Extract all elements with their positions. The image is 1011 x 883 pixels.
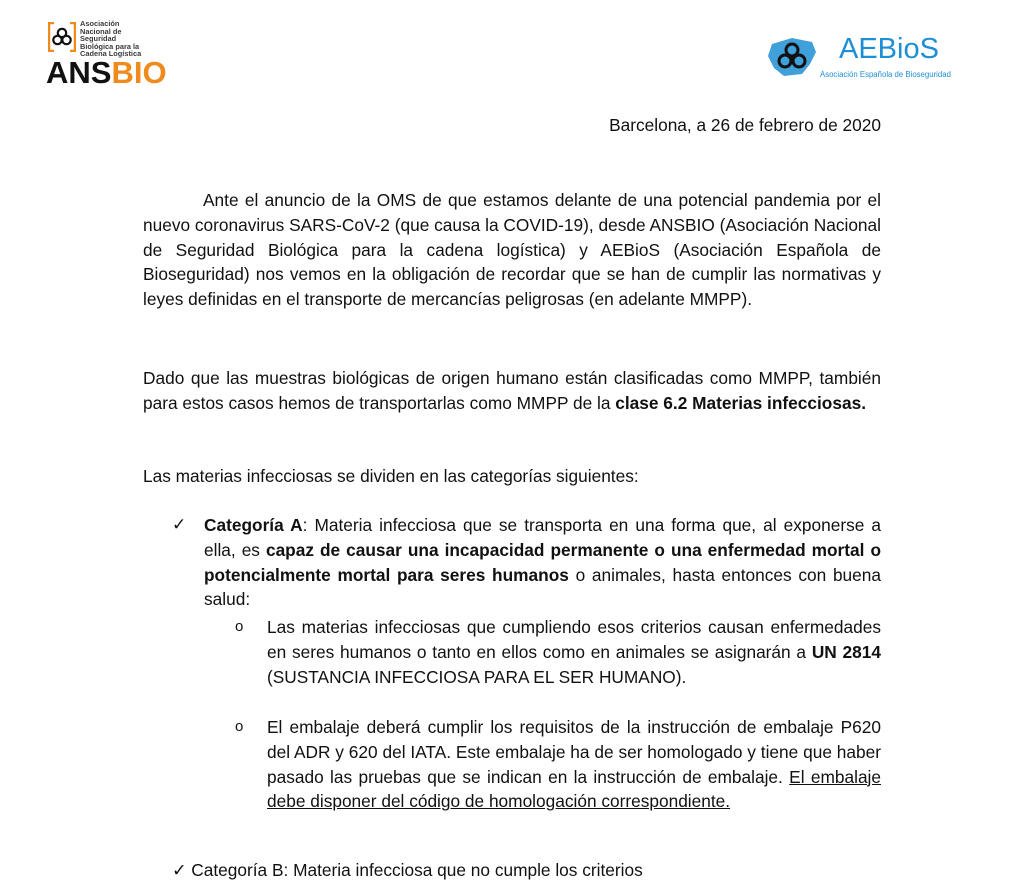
letter-date: Barcelona, a 26 de febrero de 2020 xyxy=(609,115,881,135)
category-b-item-partial: ✓ Categoría B: Materia infecciosa que no cumple los criterios xyxy=(172,860,643,880)
aebios-subtitle: Asociación Española de Bioseguridad xyxy=(820,70,951,79)
ansbio-association-name: Asociación Nacional de Seguridad Biológica para la Cadena Logística xyxy=(80,19,142,59)
aebios-wordmark: AEBioS xyxy=(839,33,939,65)
classification-paragraph: Dado que las muestras biológicas de origen humano están clasificadas como MMPP, también para estos casos hemos de transportarlas como MMPP de la clase 6.2 Materias infecciosas. xyxy=(143,368,881,413)
circle-bullet-icon: o xyxy=(235,718,244,735)
subitem-packaging: El embalaje deberá cumplir los requisitos de la instrucción de embalaje P620 del ADR y 620 del IATA. Este embalaje ha de ser homologado y tiene que haber pasado las pruebas que se indican en la instrucción de embalaje. El embalaje debe disponer del código de homologación correspondiente. xyxy=(267,717,881,812)
ansbio-wordmark: ANSBIO xyxy=(46,55,167,90)
intro-paragraph: Ante el anuncio de la OMS de que estamos delante de una potencial pandemia por el nuevo coronavirus SARS-CoV-2 (que causa la COVID-19), desde ANSBIO (Asociación Nacional de Seguridad Biológica para la cadena logística) y AEBioS (Asociación Española de Bioseguridad) nos vemos en la obligación de recordar que se han de cumplir las normativas y leyes definidas en el transporte de mercancías peligrosas (en adelante MMPP). xyxy=(143,190,881,310)
category-a-item: Categoría A: Materia infecciosa que se transporta en una forma que, al exponerse a ella, es capaz de causar una incapacidad permanente o una enfermedad mortal o potencialmente mortal para seres humanos o animales, hasta entonces con buena salud: xyxy=(204,515,882,610)
checkmark-icon: ✓ xyxy=(172,515,187,534)
aebios-logo xyxy=(762,26,967,86)
biohazard-icon xyxy=(48,22,76,52)
subitem-un2814: Las materias infecciosas que cumpliendo esos criterios causan enfermedades en seres humanos o tanto en ellos como en animales se asignarán a UN 2814 (SUSTANCIA INFECCIOSA PARA EL SER HUMANO). xyxy=(267,617,881,687)
circle-bullet-icon: o xyxy=(235,618,244,635)
biohazard-map-icon xyxy=(762,30,824,82)
categories-intro: Las materias infecciosas se dividen en las categorías siguientes: xyxy=(143,466,639,486)
ansbio-logo xyxy=(44,20,194,94)
